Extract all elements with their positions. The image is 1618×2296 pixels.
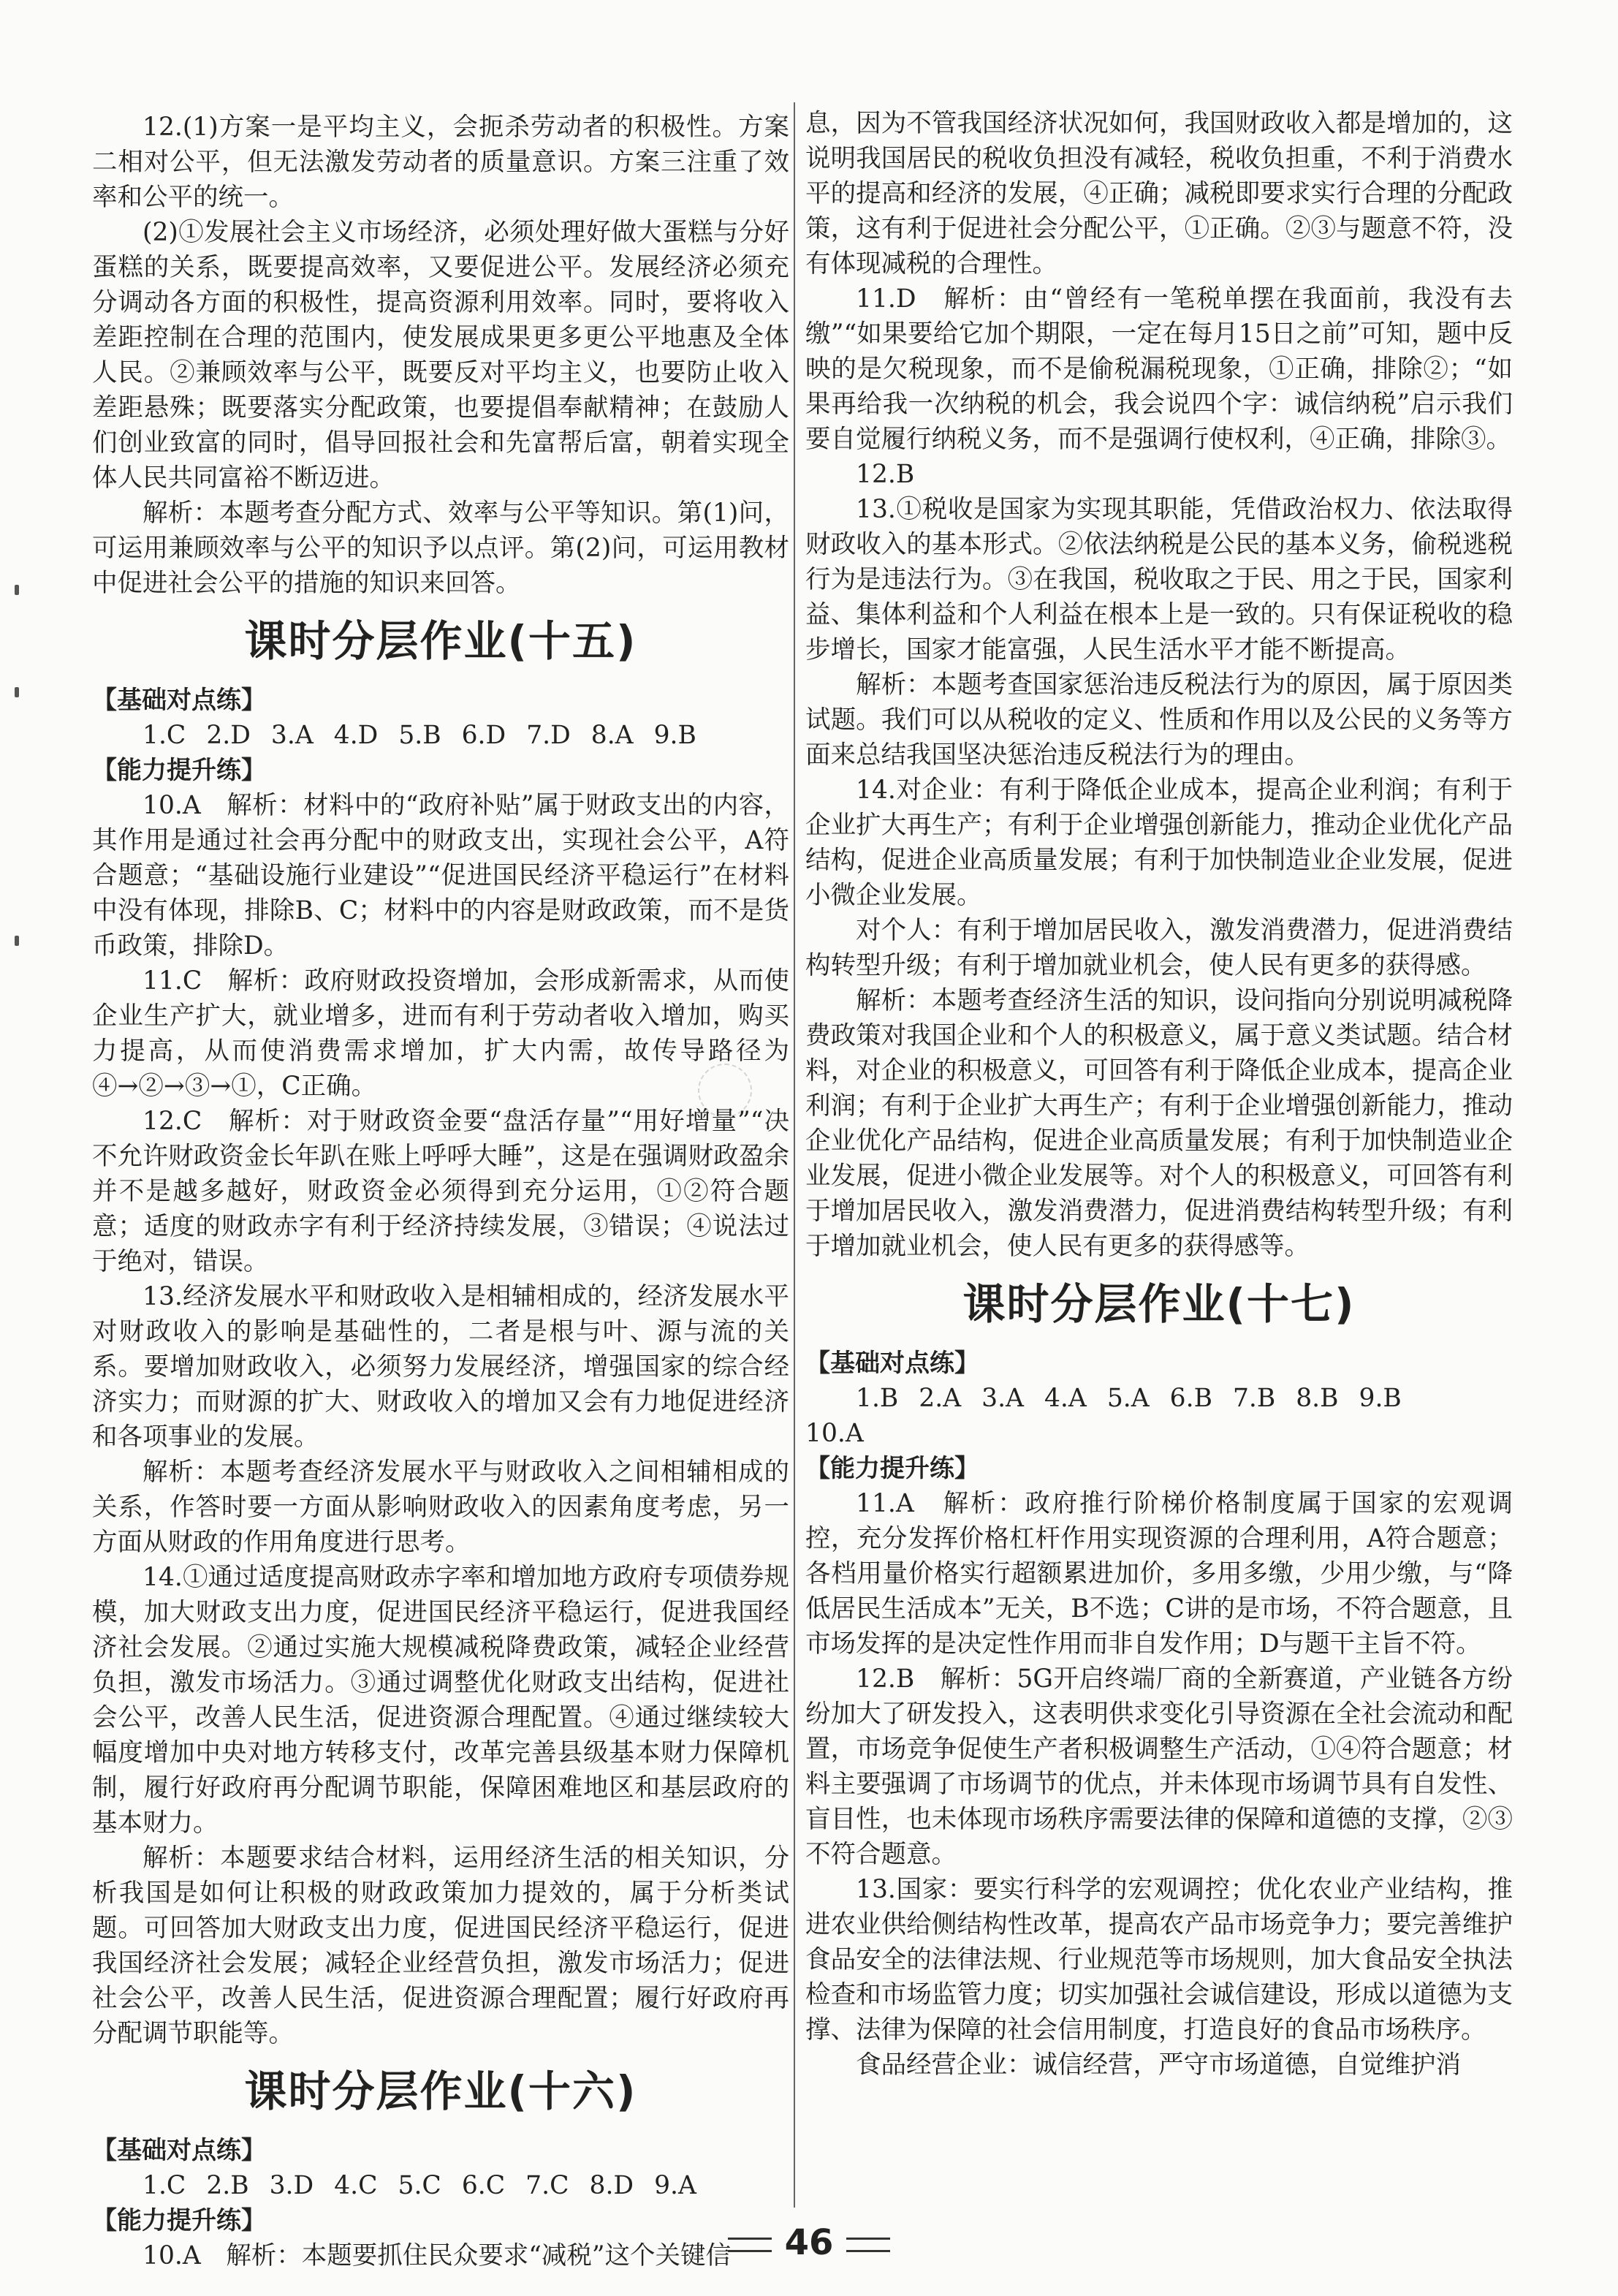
h15-answer-row (92, 718, 789, 753)
answer-item: 3.A (981, 1384, 1024, 1413)
margin-mark (15, 687, 19, 697)
h15-q14-analysis: 解析：本题要求结合材料，运用经济生活的相关知识，分析我国是如何让积极的财政政策加力提效的，属于分析类试题。可回答加大财政支出力度，促进国民经济平稳运行，促进我国经济社会发展；减轻企业经营负担，激发市场活力；促进社会公平，改善人民生活，促进资源合理配置；履行好政府再分配调节职能等。 (92, 1844, 789, 2048)
q12-part1: 12.(1)方案一是平均主义，会扼杀劳动者的积极性。方案二相对公平，但无法激发劳动者的质量意识。方案三注重了效率和公平的统一。 (92, 113, 789, 212)
section-title-16: 课时分层作业(十六) (244, 2066, 637, 2116)
h15-q13: 13.经济发展水平和财政收入是相辅相成的，经济发展水平对财政收入的影响是基础性的，二者是根与叶、源与流的关系。要增加财政收入，必须努力发展经济，增强国家的综合经济实力；而财源的扩大、财政收入的增加又会有力地促进经济和各项事业的发展。 (92, 1282, 789, 1452)
answer-item: 7.B (1232, 1384, 1276, 1413)
h16-q10-start: 10.A 解析：本题要抓住民众要求“减税”这个关键信 (143, 2241, 732, 2270)
footer-rule-right (846, 2238, 890, 2252)
answer-item: 8.A (590, 721, 634, 750)
h17-q11: 11.A 解析：政府推行阶梯价格制度属于国家的宏观调控，充分发挥价格杠杆作用实现资源的合理利用，A符合题意；各档用量价格实行超额累进加价，多用多缴，少用少缴，与“降低居民生活成本”无关，B不选；C讲的是市场，不符合题意，且市场发挥的是决定性作用而非自发作用；D与题干主旨不符。 (805, 1489, 1513, 1659)
h16-q12: 12.B (856, 460, 915, 489)
answer-item: 6.D (461, 721, 506, 750)
answer-item: 2.A (919, 1384, 962, 1413)
h15-q10: 10.A 解析：材料中的“政府补贴”属于财政支出的内容，其作用是通过社会再分配中的财政支出，实现社会公平，A符合题意；“基础设施行业建设”“促进国民经济平稳运行”在材料中没有体现，排除B、C；材料中的内容是财政政策，而不是货币政策，排除D。 (92, 791, 789, 961)
basic-practice-label: 【基础对点练】 (92, 2136, 266, 2165)
h16-q11: 11.D 解析：由“曾经有一笔税单摆在我面前，我没有去缴”“如果要给它加个期限，一定在每月15日之前”可知，题中反映的是欠税现象，而不是偷税漏税现象，①正确，排除②；“如果再给我一次纳税的机会，我会说四个字：诚信纳税”启示我们要自觉履行纳税义务，而不是强调行使权利，④正确，排除③。 (805, 284, 1513, 454)
h15-q11: 11.C 解析：政府财政投资增加，会形成新需求，从而使企业生产扩大，就业增多，进而有利于劳动者收入增加，购买力提高，从而使消费需求增加，扩大内需，故传导路径为④→②→③→①，C正确。 (92, 966, 789, 1101)
answer-item: 1.C (143, 2171, 186, 2200)
margin-mark (15, 936, 19, 946)
answer-item: 7.D (526, 721, 571, 750)
answer-item: 9.B (653, 721, 696, 750)
answer-item: 7.C (525, 2171, 569, 2200)
answer-item: 8.B (1296, 1384, 1339, 1413)
page-footer (0, 2222, 1618, 2263)
h16-q13-analysis: 解析：本题考查国家惩治违反税法行为的原因，属于原因类试题。我们可以从税收的定义、性质和作用以及公民的义务等方面来总结我国坚决惩治违反税法行为的理由。 (805, 670, 1513, 770)
h15-q12: 12.C 解析：对于财政资金要“盘活存量”“用好增量”“决不允许财政资金长年趴在账上呼呼大睡”，这是在强调财政盈余并不是越多越好，财政资金必须得到充分运用，①②符合题意；适度的财政赤字有利于经济持续发展，③错误；④说法过于绝对，错误。 (92, 1107, 789, 1276)
answer-item: 1.C (143, 721, 186, 750)
h15-q14: 14.①通过适度提高财政赤字率和增加地方政府专项债券规模，加大财政支出力度，促进国民经济平稳运行，促进我国经济社会发展。②通过实施大规模减税降费政策，减轻企业经营负担，激发市场活力。③通过调整优化财政支出结构，促进社会公平，改善人民生活，促进资源合理配置。④通过继续较大幅度增加中央对地方转移支付，改革完善县级基本财力保障机制，履行好政府再分配调节职能，保障困难地区和基层政府的基本财力。 (92, 1563, 789, 1838)
answer-item: 3.D (269, 2171, 314, 2200)
q12-part2: (2)①发展社会主义市场经济，必须处理好做大蛋糕与分好蛋糕的关系，既要提高效率，又要促进公平。发展经济必须充分调动各方面的积极性，提高资源利用效率。同时，要将收入差距控制在合理的范围内，使发展成果更多更公平地惠及全体人民。②兼顾效率与公平，既要反对平均主义，也要防止收入差距悬殊；既要落实分配政策，也要提倡奉献精神；在鼓励人们创业致富的同时，倡导回报社会和先富帮后富，朝着实现全体人民共同富裕不断迈进。 (92, 218, 789, 493)
answer-item: 5.A (1106, 1384, 1150, 1413)
answer-item: 9.B (1359, 1384, 1402, 1413)
h16-q13: 13.①税收是国家为实现其职能，凭借政治权力、依法取得财政收入的基本形式。②依法纳税是公民的基本义务，偷税逃税行为是违法行为。③在我国，税收取之于民、用之于民，国家利益、集体利益和个人利益在根本上是一致的。只有保证税收的稳步增长，国家才能富强，人民生活水平才能不断提高。 (805, 495, 1513, 664)
column-divider (794, 102, 795, 2208)
h16-q14-analysis: 解析：本题考查经济生活的知识，设问指向分别说明减税降费政策对我国企业和个人的积极意义，属于意义类试题。结合材料，对企业的积极意义，可回答有利于降低企业成本，提高企业利润；有利于企业扩大再生产；有利于企业增强创新能力，推动企业优化产品结构，促进企业高质量发展；有利于加快制造业企业发展，促进小微企业发展等。对个人的积极意义，可回答有利于增加居民收入，激发消费潜力，促进消费结构转型升级；有利于增加就业机会，使人民有更多的获得感等。 (805, 986, 1513, 1261)
answer-item: 4.D (333, 721, 379, 750)
answer-item: 1.B (856, 1384, 899, 1413)
ability-practice-label: 【能力提升练】 (805, 1454, 979, 1483)
q12-analysis: 解析：本题考查分配方式、效率与公平等知识。第(1)问，可运用兼顾效率与公平的知识予以点评。第(2)问，可运用教材中促进社会公平的措施的知识来回答。 (92, 499, 789, 598)
section-title-15: 课时分层作业(十五) (244, 616, 637, 666)
h17-q12: 12.B 解析：5G开启终端厂商的全新赛道，产业链各方纷纷加大了研发投入，这表明供求变化引导资源在全社会流动和配置，市场竞争促使生产者积极调整生产活动，①④符合题意；材料主要强调了市场调节的优点，并未体现市场调节具有自发性、盲目性，也未体现市场秩序需要法律的保障和道德的支撑，②③不符合题意。 (805, 1664, 1513, 1869)
h15-q13-analysis: 解析：本题考查经济发展水平与财政收入之间相辅相成的关系，作答时要一方面从影响财政收入的因素角度考虑，另一方面从财政的作用角度进行思考。 (92, 1458, 789, 1557)
h16-answer-row (92, 2168, 789, 2203)
section-title-17: 课时分层作业(十七) (962, 1279, 1356, 1329)
h17-q13: 13.国家：要实行科学的宏观调控；优化农业产业结构，推进农业供给侧结构性改革，提高农产品市场竞争力；要完善维护食品安全的法律法规、行业规范等市场规则，加大食品安全执法检查和市场监管力度；切实加强社会诚信建设，形成以道德为支撑、法律为保障的社会信用制度，打造良好的食品市场秩序。 (805, 1875, 1513, 2045)
h17-answer-row (805, 1381, 1513, 1416)
basic-practice-label: 【基础对点练】 (805, 1349, 979, 1378)
answer-item: 6.C (461, 2171, 506, 2200)
ability-practice-label: 【能力提升练】 (92, 756, 266, 785)
answer-item: 5.C (398, 2171, 441, 2200)
answer-item: 4.A (1044, 1384, 1087, 1413)
answer-item: 8.D (589, 2171, 634, 2200)
h17-answer-10: 10.A (805, 1419, 864, 1448)
h16-q14-part1: 14.对企业：有利于降低企业成本，提高企业利润；有利于企业扩大再生产；有利于企业增强创新能力，推动企业优化产品结构，促进企业高质量发展；有利于加快制造业企业发展，促进小微企业发展。 (805, 776, 1513, 910)
answer-item: 5.B (398, 721, 441, 750)
answer-item: 2.B (206, 2171, 249, 2200)
answer-item: 9.A (654, 2171, 696, 2200)
h16-q14-part2: 对个人：有利于增加居民收入，激发消费潜力，促进消费结构转型升级；有利于增加就业机会，使人民有更多的获得感。 (805, 916, 1513, 980)
answer-item: 2.D (206, 721, 251, 750)
footer-rule-left (728, 2238, 772, 2252)
answer-item: 3.A (270, 721, 314, 750)
left-column (92, 110, 789, 2273)
answer-item: 4.C (334, 2171, 378, 2200)
h17-q13-part2: 食品经营企业：诚信经营，严守市场道德，自觉维护消 (856, 2050, 1461, 2080)
h16-q10-continued: 息，因为不管我国经济状况如何，我国财政收入都是增加的，这说明我国居民的税收负担没有减轻，税收负担重，不利于消费水平的提高和经济的发展，④正确；减税即要求实行合理的分配政策，这有利于促进社会分配公平，①正确。②③与题意不符，没有体现减税的合理性。 (805, 109, 1513, 279)
margin-mark (15, 585, 19, 595)
basic-practice-label: 【基础对点练】 (92, 686, 266, 715)
ability-practice-label: 【能力提升练】 (92, 2206, 266, 2235)
answer-item: 6.B (1169, 1384, 1212, 1413)
page-number: 46 (784, 2222, 834, 2263)
right-column (805, 106, 1513, 2083)
